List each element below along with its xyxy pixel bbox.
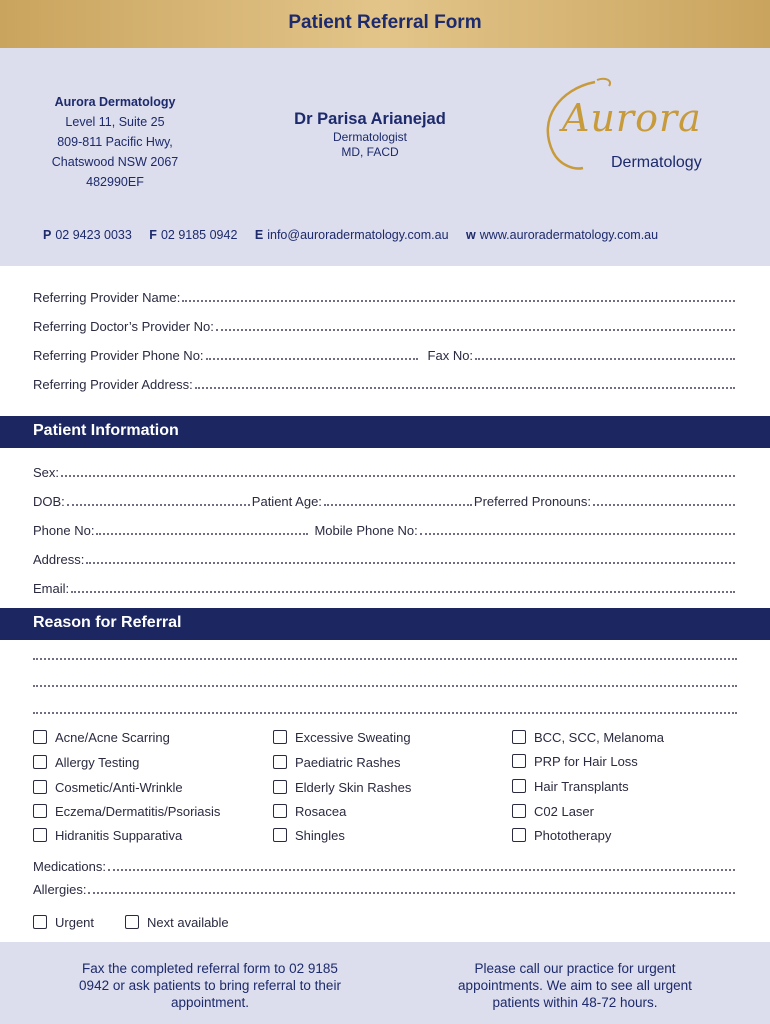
checkbox-label: Elderly Skin Rashes (295, 779, 412, 795)
checkbox-shingles[interactable] (273, 826, 345, 844)
field-label: Mobile Phone No: (314, 523, 418, 538)
checkbox-label: Eczema/Dermatitis/Psoriasis (55, 803, 221, 819)
reason-line[interactable] (33, 710, 737, 714)
patient-address-field[interactable] (33, 549, 737, 567)
field-label: Fax No: (427, 348, 474, 363)
logo-script-text: Aurora (562, 96, 702, 140)
fill-line[interactable] (593, 502, 735, 506)
checkbox-icon[interactable] (33, 730, 47, 744)
checkbox-cosmetic[interactable] (33, 778, 183, 796)
field-label: Phone No: (33, 523, 95, 538)
clinic-address-line: 809-811 Pacific Hwy, (57, 135, 173, 149)
checkbox-label: Hidranitis Supparativa (55, 827, 183, 843)
aurora-logo (535, 74, 735, 179)
footer-urgent-note: Please call our practice for urgent appointments. We aim to see all urgent patients within 48-72 hours. (458, 961, 692, 1010)
referring-provider-phone-field[interactable] (33, 345, 737, 363)
checkbox-label: Hair Transplants (534, 778, 629, 794)
patient-sex-field[interactable] (33, 462, 737, 480)
checkbox-allergy-testing[interactable] (33, 753, 139, 771)
field-label: Allergies: (33, 882, 87, 897)
reason-for-referral-header (0, 608, 770, 640)
contact-fax: F 02 9185 0942 (149, 228, 238, 242)
clinic-address-line: Level 11, Suite 25 (65, 115, 165, 129)
fill-line[interactable] (206, 356, 418, 360)
checkbox-icon[interactable] (512, 828, 526, 842)
reason-line[interactable] (33, 683, 737, 687)
checkbox-label: BCC, SCC, Melanoma (534, 729, 665, 745)
checkbox-label: Rosacea (295, 803, 347, 819)
fill-line[interactable] (86, 560, 735, 564)
checkbox-icon[interactable] (33, 828, 47, 842)
checkbox-bcc-scc-melanoma[interactable] (512, 728, 664, 746)
checkbox-label: Allergy Testing (55, 754, 140, 770)
checkbox-icon[interactable] (512, 804, 526, 818)
field-label: Email: (33, 581, 70, 596)
letterhead (0, 48, 770, 266)
field-label: DOB: (33, 494, 65, 509)
fill-line[interactable] (71, 589, 735, 593)
checkbox-label: C02 Laser (534, 803, 594, 819)
clinic-address-line: 482990EF (86, 175, 144, 189)
doctor-title: Dermatologist (332, 130, 408, 144)
checkbox-rosacea[interactable] (273, 802, 346, 820)
checkbox-icon[interactable] (512, 754, 526, 768)
fill-line[interactable] (88, 890, 735, 894)
patient-dob-row[interactable] (33, 491, 737, 509)
medications-field[interactable] (33, 856, 737, 874)
fill-line[interactable] (216, 327, 735, 331)
contact-website[interactable]: w www.auroradermatology.com.au (466, 228, 659, 242)
fill-line[interactable] (182, 298, 735, 302)
checkbox-icon[interactable] (273, 755, 287, 769)
fill-line[interactable] (96, 531, 308, 535)
fill-line[interactable] (324, 502, 472, 506)
field-label: Sex: (33, 465, 60, 480)
checkbox-icon[interactable] (512, 730, 526, 744)
footer-fax-note: Fax the completed referral form to 02 9185 0942 or ask patients to bring referral to their appointment. (79, 961, 341, 1010)
checkbox-icon[interactable] (33, 755, 47, 769)
field-label: Referring Doctor’s Provider No: (33, 319, 214, 334)
doctor-name: Dr Parisa Arianejad (294, 110, 446, 128)
checkbox-icon[interactable] (33, 804, 47, 818)
checkbox-elderly-skin-rashes[interactable] (273, 778, 411, 796)
field-label: Patient Age: (251, 494, 322, 509)
checkbox-icon[interactable] (33, 780, 47, 794)
referring-provider-address-field[interactable] (33, 374, 737, 392)
checkbox-eczema[interactable] (33, 802, 220, 820)
checkbox-label: Next available (147, 914, 229, 930)
doctor-block (270, 108, 470, 160)
field-label: Referring Provider Name: (33, 290, 181, 305)
clinic-name: Aurora Dermatology (54, 95, 176, 109)
checkbox-co2-laser[interactable] (512, 802, 594, 820)
referring-provider-name-field[interactable] (33, 287, 737, 305)
clinic-address-block (20, 92, 210, 192)
checkbox-phototherapy[interactable] (512, 826, 611, 844)
contact-line (43, 228, 672, 242)
section-title: Reason for Referral (33, 614, 182, 631)
checkbox-label: Urgent (55, 914, 95, 930)
patient-email-field[interactable] (33, 578, 737, 596)
checkbox-icon[interactable] (273, 828, 287, 842)
contact-phone: P 02 9423 0033 (43, 228, 132, 242)
fill-line[interactable] (420, 531, 735, 535)
checkbox-label: Phototherapy (534, 827, 612, 843)
checkbox-icon[interactable] (33, 915, 47, 929)
field-label: Referring Provider Phone No: (33, 348, 204, 363)
fill-line[interactable] (61, 473, 735, 477)
field-label: Medications: (33, 859, 106, 874)
section-title: Patient Information (33, 422, 179, 439)
checkbox-icon[interactable] (273, 780, 287, 794)
checkbox-label: Shingles (295, 827, 345, 843)
field-label: Referring Provider Address: (33, 377, 193, 392)
checkbox-excessive-sweating[interactable] (273, 728, 411, 746)
reason-line[interactable] (33, 656, 737, 660)
checkbox-label: Excessive Sweating (295, 729, 411, 745)
logo-sub-text: Dermatology (611, 154, 702, 171)
checkbox-urgent[interactable] (33, 913, 94, 931)
patient-phone-row[interactable] (33, 520, 737, 538)
patient-info-header (0, 416, 770, 448)
contact-email[interactable]: E info@auroradermatology.com.au (254, 228, 449, 242)
field-label: Preferred Pronouns: (473, 494, 591, 509)
footer (0, 942, 770, 1024)
checkbox-icon[interactable] (273, 804, 287, 818)
checkbox-acne[interactable] (33, 728, 170, 746)
fill-line[interactable] (475, 356, 735, 360)
form-title: Patient Referral Form (288, 12, 482, 33)
checkbox-hair-transplants[interactable] (512, 777, 629, 795)
checkbox-label: Paediatric Rashes (295, 754, 401, 770)
checkbox-next-available[interactable] (125, 913, 229, 931)
checkbox-label: PRP for Hair Loss (534, 753, 638, 769)
checkbox-paediatric-rashes[interactable] (273, 753, 401, 771)
checkbox-label: Cosmetic/Anti-Wrinkle (55, 779, 183, 795)
field-label: Address: (33, 552, 85, 567)
checkbox-icon[interactable] (273, 730, 287, 744)
referring-doctor-provider-no-field[interactable] (33, 316, 737, 334)
doctor-credentials: MD, FACD (341, 145, 399, 159)
fill-line[interactable] (108, 867, 735, 871)
checkbox-label: Acne/Acne Scarring (55, 729, 170, 745)
clinic-address-line: Chatswood NSW 2067 (51, 155, 179, 169)
fill-line[interactable] (67, 502, 250, 506)
checkbox-hidranitis[interactable] (33, 826, 182, 844)
checkbox-icon[interactable] (125, 915, 139, 929)
checkbox-prp-hair-loss[interactable] (512, 752, 638, 770)
allergies-field[interactable] (33, 879, 737, 897)
fill-line[interactable] (195, 385, 735, 389)
checkbox-icon[interactable] (512, 779, 526, 793)
